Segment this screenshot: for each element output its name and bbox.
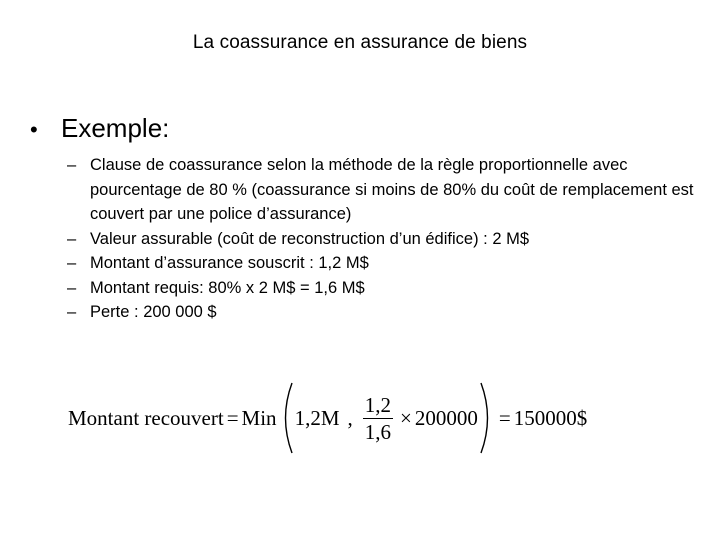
example-details-list	[67, 153, 707, 325]
formula-comma: ,	[347, 405, 353, 430]
formula-times: ×	[400, 405, 412, 430]
slide-title: La coassurance en assurance de biens	[192, 32, 528, 53]
formula-min-function: Min	[241, 405, 277, 430]
formula-lhs: Montant recouvert	[68, 405, 224, 430]
list-item-text: Perte : 200 000 $	[90, 303, 217, 321]
main-bullet	[30, 113, 169, 144]
bullet-icon: •	[30, 117, 38, 142]
list-item-text: Valeur assurable (coût de reconstruction d’un édifice) : 2 M$	[90, 229, 530, 248]
list-item-text: Montant d’assurance souscrit : 1,2 M$	[90, 254, 369, 272]
list-item	[67, 300, 707, 325]
list-item	[67, 251, 707, 276]
formula-equals: =	[226, 405, 239, 430]
formula-result: 150000$	[513, 405, 588, 430]
list-item-text: Montant requis: 80% x 2 M$ = 1,6 M$	[90, 278, 365, 297]
dash-icon: –	[67, 156, 77, 174]
dash-icon: –	[67, 278, 77, 297]
list-item	[67, 276, 707, 301]
dash-icon: –	[67, 254, 77, 272]
fraction-numerator: 1,2	[364, 392, 391, 417]
dash-icon: –	[67, 303, 77, 321]
right-parenthesis-icon	[478, 381, 496, 455]
left-parenthesis-icon	[277, 381, 295, 455]
formula-equals-result: =	[498, 405, 511, 430]
list-item	[67, 227, 707, 252]
formula-amount: 200000	[414, 405, 478, 430]
list-item	[67, 153, 707, 227]
fraction-denominator: 1,6	[364, 419, 391, 444]
main-bullet-label: Exemple:	[61, 113, 170, 143]
dash-icon: –	[67, 229, 77, 248]
list-item-text: Clause de coassurance selon la méthode de la règle proportionnelle avec pourcentage de 80 % (coassurance si moins de 80% du coût de remplacement est couvert par une police d’assurance)	[90, 156, 694, 223]
formula-fraction	[363, 392, 393, 445]
formula-arg1: 1,2M	[294, 405, 340, 430]
coinsurance-formula	[68, 381, 668, 455]
